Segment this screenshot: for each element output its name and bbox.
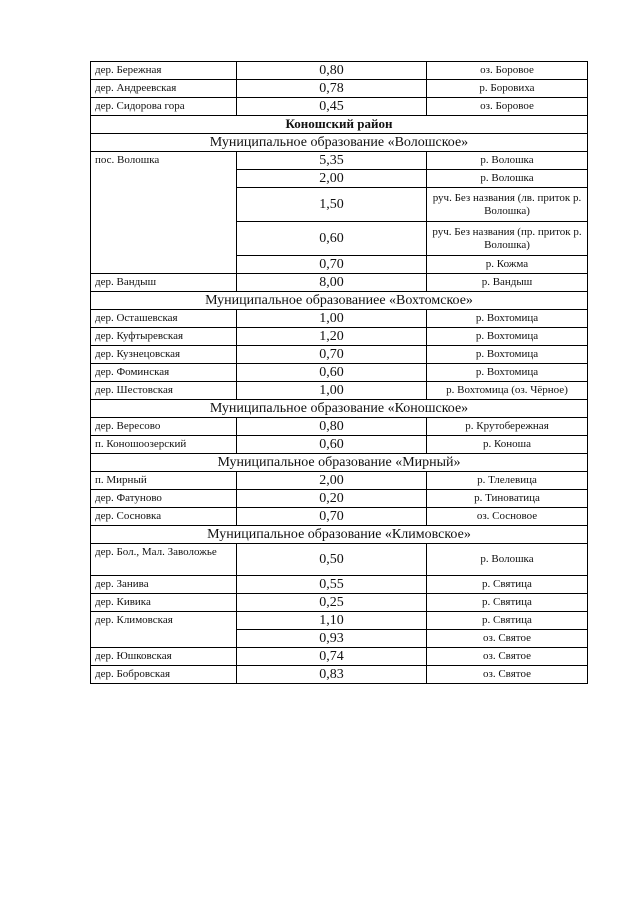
water-source-cell: р. Волошка — [427, 170, 588, 188]
municipality-title: Муниципальное образование «Коношское» — [91, 400, 588, 418]
table-row — [91, 382, 588, 400]
municipality-title: Муниципальное образованиее «Вохтомское» — [91, 292, 588, 310]
value-cell: 0,45 — [237, 98, 427, 116]
water-source-cell: р. Вохтомица — [427, 346, 588, 364]
municipality-header-row — [91, 292, 588, 310]
table-row — [91, 346, 588, 364]
value-cell: 0,93 — [237, 630, 427, 648]
settlement-name: дер. Бобровская — [91, 666, 237, 684]
settlement-name: дер. Кивика — [91, 594, 237, 612]
water-source-cell: оз. Боровое — [427, 62, 588, 80]
settlement-name: дер. Бережная — [91, 62, 237, 80]
water-source-cell: р. Вандыш — [427, 274, 588, 292]
municipality-title: Муниципальное образование «Мирный» — [91, 454, 588, 472]
table-body — [91, 62, 588, 684]
value-cell: 0,74 — [237, 648, 427, 666]
water-source-cell: р. Тиноватица — [427, 490, 588, 508]
value-cell: 2,00 — [237, 170, 427, 188]
water-source-cell: р. Кожма — [427, 256, 588, 274]
value-cell: 1,00 — [237, 382, 427, 400]
table-row — [91, 508, 588, 526]
settlement-name: дер. Вандыш — [91, 274, 237, 292]
table-row — [91, 310, 588, 328]
water-source-cell: р. Вохтомица — [427, 328, 588, 346]
table-row — [91, 490, 588, 508]
settlement-name: дер. Бол., Мал. Заволожье — [91, 544, 237, 576]
district-title: Коношский район — [91, 116, 588, 134]
settlement-name: дер. Шестовская — [91, 382, 237, 400]
value-cell: 0,80 — [237, 418, 427, 436]
water-source-cell: р. Боровиха — [427, 80, 588, 98]
municipality-title: Муниципальное образование «Волошское» — [91, 134, 588, 152]
table-row — [91, 472, 588, 490]
value-cell: 0,60 — [237, 222, 427, 256]
table-row — [91, 436, 588, 454]
water-source-cell: р. Святица — [427, 576, 588, 594]
settlement-name: дер. Климовская — [91, 612, 237, 648]
table-row — [91, 364, 588, 382]
value-cell: 0,70 — [237, 508, 427, 526]
water-source-cell: р. Тлелевица — [427, 472, 588, 490]
settlement-name: дер. Вересово — [91, 418, 237, 436]
municipality-header-row — [91, 400, 588, 418]
water-source-cell: р. Вохтомица — [427, 364, 588, 382]
municipality-header-row — [91, 526, 588, 544]
table-row — [91, 648, 588, 666]
value-cell: 5,35 — [237, 152, 427, 170]
water-source-cell: р. Святица — [427, 612, 588, 630]
table-row — [91, 612, 588, 630]
municipality-header-row — [91, 134, 588, 152]
water-sources-table — [90, 61, 588, 684]
settlement-name: дер. Андреевская — [91, 80, 237, 98]
table-row — [91, 594, 588, 612]
district-header-row — [91, 116, 588, 134]
water-source-cell: руч. Без названия (пр. приток р. Волошка) — [427, 222, 588, 256]
settlement-name: п. Коношоозерский — [91, 436, 237, 454]
value-cell: 0,50 — [237, 544, 427, 576]
value-cell: 1,10 — [237, 612, 427, 630]
document-page — [90, 61, 587, 684]
settlement-name: дер. Куфтыревская — [91, 328, 237, 346]
value-cell: 1,00 — [237, 310, 427, 328]
settlement-name: дер. Сидорова гора — [91, 98, 237, 116]
settlement-name: пос. Волошка — [91, 152, 237, 274]
water-source-cell: р. Святица — [427, 594, 588, 612]
value-cell: 0,60 — [237, 436, 427, 454]
table-row — [91, 418, 588, 436]
water-source-cell: оз. Сосновое — [427, 508, 588, 526]
value-cell: 0,70 — [237, 256, 427, 274]
water-source-cell: оз. Святое — [427, 666, 588, 684]
value-cell: 0,80 — [237, 62, 427, 80]
table-row — [91, 62, 588, 80]
value-cell: 0,83 — [237, 666, 427, 684]
water-source-cell: р. Коноша — [427, 436, 588, 454]
settlement-name: дер. Занива — [91, 576, 237, 594]
settlement-name: дер. Кузнецовская — [91, 346, 237, 364]
settlement-name: дер. Осташевская — [91, 310, 237, 328]
settlement-name: дер. Сосновка — [91, 508, 237, 526]
value-cell: 2,00 — [237, 472, 427, 490]
value-cell: 1,50 — [237, 188, 427, 222]
value-cell: 8,00 — [237, 274, 427, 292]
water-source-cell: руч. Без названия (лв. приток р. Волошка) — [427, 188, 588, 222]
table-row — [91, 576, 588, 594]
table-row — [91, 98, 588, 116]
water-source-cell: р. Волошка — [427, 544, 588, 576]
table-row — [91, 328, 588, 346]
value-cell: 0,78 — [237, 80, 427, 98]
water-source-cell: р. Вохтомица — [427, 310, 588, 328]
table-row — [91, 544, 588, 576]
water-source-cell: р. Волошка — [427, 152, 588, 170]
value-cell: 1,20 — [237, 328, 427, 346]
table-row — [91, 80, 588, 98]
water-source-cell: оз. Святое — [427, 648, 588, 666]
settlement-name: п. Мирный — [91, 472, 237, 490]
value-cell: 0,55 — [237, 576, 427, 594]
table-row — [91, 152, 588, 170]
settlement-name: дер. Фатуново — [91, 490, 237, 508]
table-row — [91, 274, 588, 292]
settlement-name: дер. Фоминская — [91, 364, 237, 382]
municipality-title: Муниципальное образование «Климовское» — [91, 526, 588, 544]
water-source-cell: оз. Боровое — [427, 98, 588, 116]
value-cell: 0,60 — [237, 364, 427, 382]
table-row — [91, 666, 588, 684]
water-source-cell: оз. Святое — [427, 630, 588, 648]
settlement-name: дер. Юшковская — [91, 648, 237, 666]
value-cell: 0,25 — [237, 594, 427, 612]
water-source-cell: р. Крутобережная — [427, 418, 588, 436]
municipality-header-row — [91, 454, 588, 472]
value-cell: 0,70 — [237, 346, 427, 364]
value-cell: 0,20 — [237, 490, 427, 508]
water-source-cell: р. Вохтомица (оз. Чёрное) — [427, 382, 588, 400]
